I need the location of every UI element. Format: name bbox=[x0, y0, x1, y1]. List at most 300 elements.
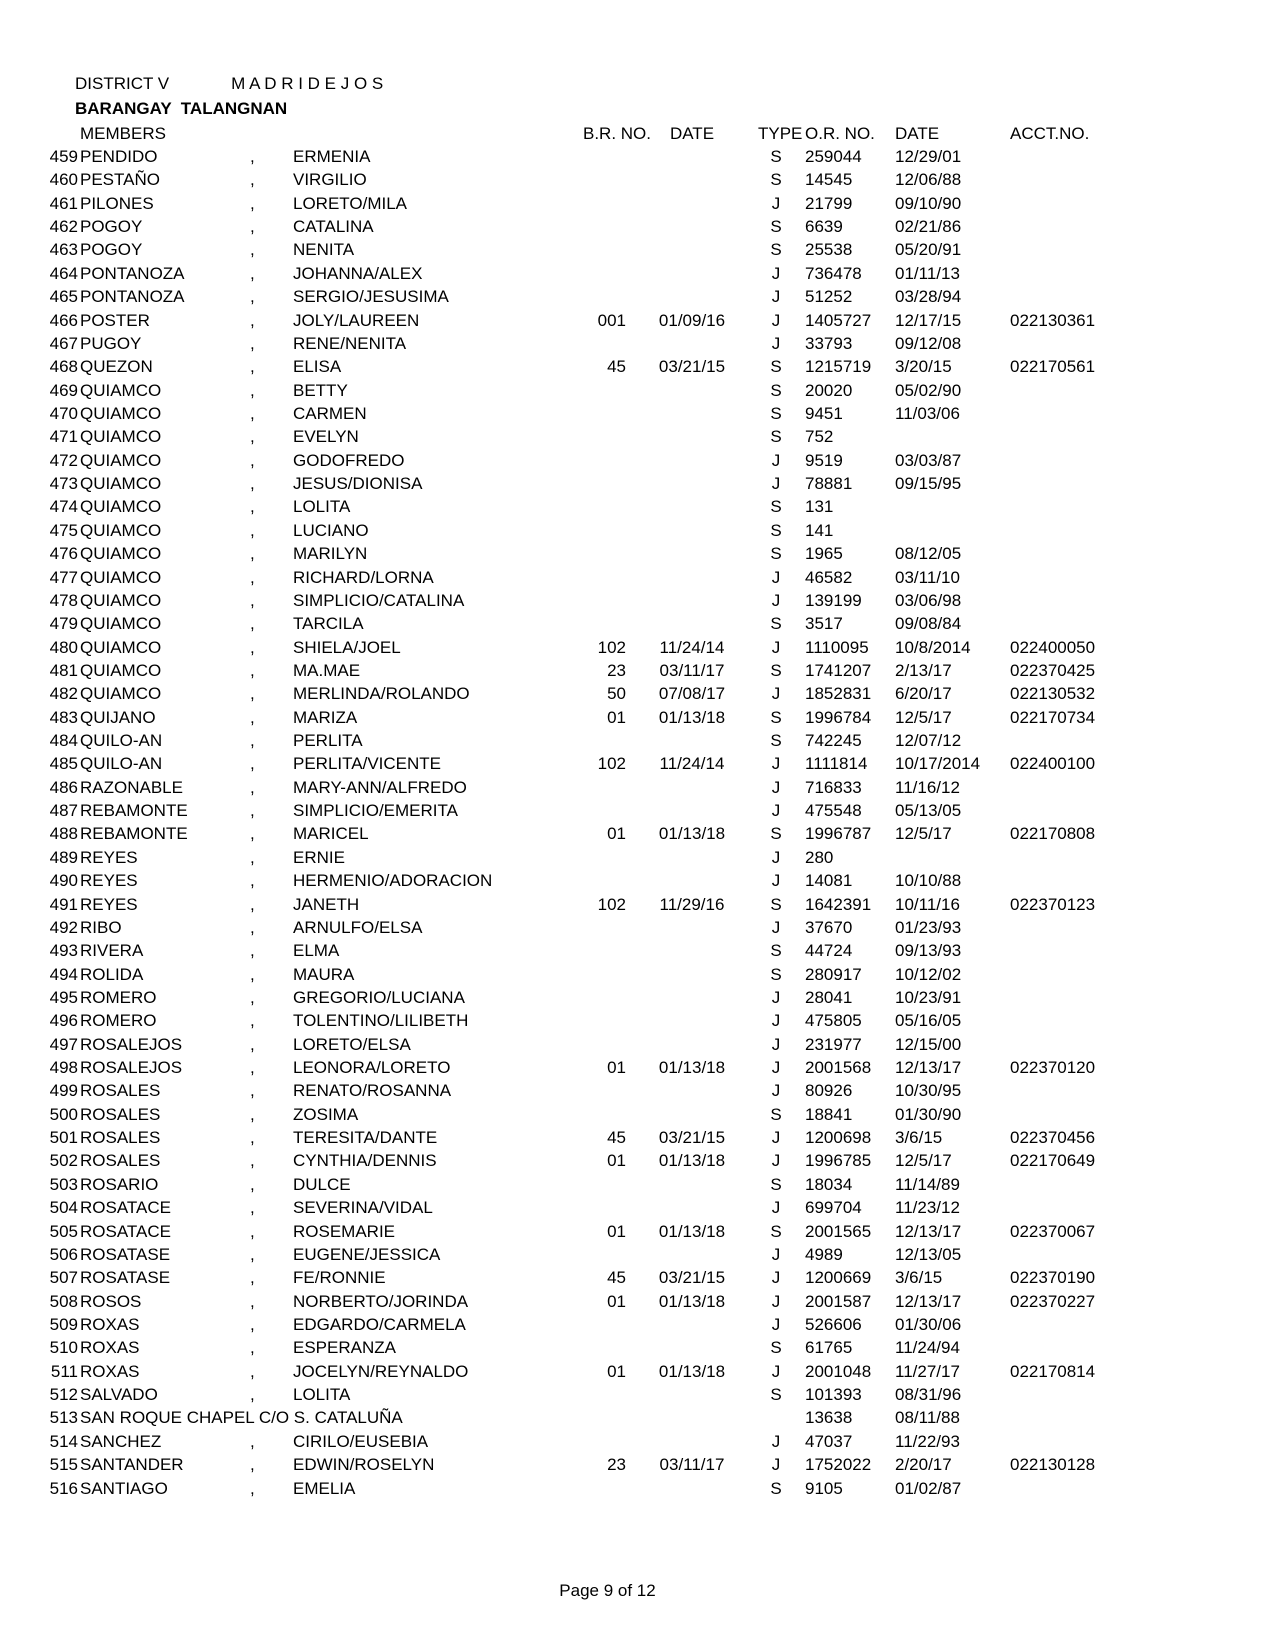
comma-separator: , bbox=[250, 871, 255, 891]
table-row bbox=[38, 729, 1113, 752]
row-number: 501 bbox=[49, 1128, 78, 1148]
br-no: 50 bbox=[607, 684, 626, 704]
surname: REYES bbox=[80, 894, 138, 914]
table-row bbox=[38, 566, 1113, 589]
table-row bbox=[38, 1267, 1113, 1290]
br-no: 45 bbox=[607, 357, 626, 377]
or-no: 280 bbox=[805, 847, 834, 867]
row-number: 500 bbox=[49, 1104, 78, 1124]
br-no: 45 bbox=[607, 1128, 626, 1148]
or-no: 9451 bbox=[805, 403, 843, 423]
surname: REYES bbox=[80, 847, 138, 867]
member-type: S bbox=[770, 240, 782, 260]
acct-no: 022370067 bbox=[1010, 1221, 1096, 1241]
table-row bbox=[38, 309, 1113, 332]
member-type: S bbox=[770, 497, 782, 517]
table-row bbox=[38, 1080, 1113, 1103]
barangay-line: BARANGAY TALANGNAN bbox=[75, 99, 288, 118]
comma-separator: , bbox=[250, 263, 255, 283]
row-number: 459 bbox=[49, 147, 78, 167]
comma-separator: , bbox=[250, 193, 255, 213]
member-type: J bbox=[771, 987, 781, 1007]
or-date: 12/5/17 bbox=[895, 707, 952, 727]
table-row bbox=[38, 472, 1113, 495]
row-number: 515 bbox=[49, 1455, 78, 1475]
given-name: NENITA bbox=[293, 240, 355, 260]
table-row bbox=[38, 1103, 1113, 1126]
or-date: 01/30/90 bbox=[895, 1104, 962, 1124]
row-number: 513 bbox=[49, 1408, 78, 1428]
given-name: ESPERANZA bbox=[293, 1338, 396, 1358]
surname: QUIAMCO bbox=[80, 567, 162, 587]
table-row bbox=[38, 169, 1113, 192]
acct-no: 022400050 bbox=[1010, 637, 1096, 657]
table-row bbox=[38, 1173, 1113, 1196]
table-row bbox=[38, 683, 1113, 706]
acct-no: 022370123 bbox=[1010, 894, 1096, 914]
or-date: 12/06/88 bbox=[895, 170, 962, 190]
comma-separator: , bbox=[250, 1338, 255, 1358]
surname: QUIAMCO bbox=[80, 497, 162, 517]
table-row bbox=[38, 1383, 1113, 1406]
given-name: NORBERTO/JORINDA bbox=[293, 1291, 469, 1311]
acct-no: 022370425 bbox=[1010, 660, 1096, 680]
member-type: S bbox=[770, 170, 782, 190]
row-number: 486 bbox=[49, 777, 78, 797]
row-number: 488 bbox=[49, 824, 78, 844]
row-number: 495 bbox=[49, 987, 78, 1007]
comma-separator: , bbox=[250, 1478, 255, 1498]
or-no: 1200669 bbox=[805, 1268, 872, 1288]
surname: ROXAS bbox=[80, 1338, 140, 1358]
or-no: 14545 bbox=[805, 170, 853, 190]
comma-separator: , bbox=[250, 847, 255, 867]
acct-no: 022170649 bbox=[1010, 1151, 1096, 1171]
table-row bbox=[38, 332, 1113, 355]
surname: RIBO bbox=[80, 917, 122, 937]
surname: QUILO-AN bbox=[80, 754, 163, 774]
given-name: PERLITA bbox=[293, 731, 363, 751]
or-date: 3/6/15 bbox=[895, 1128, 943, 1148]
or-no: 1741207 bbox=[805, 660, 872, 680]
or-date: 03/06/98 bbox=[895, 590, 962, 610]
surname: ROSATASE bbox=[80, 1268, 171, 1288]
member-type: J bbox=[771, 1455, 781, 1475]
surname: QUIAMCO bbox=[80, 427, 162, 447]
row-number: 496 bbox=[49, 1011, 78, 1031]
member-type: J bbox=[771, 917, 781, 937]
comma-separator: , bbox=[250, 1104, 255, 1124]
surname: SANCHEZ bbox=[80, 1431, 162, 1451]
surname: RAZONABLE bbox=[80, 777, 183, 797]
row-number: 511 bbox=[50, 1361, 78, 1381]
table-row bbox=[38, 1430, 1113, 1453]
given-name: EMELIA bbox=[293, 1478, 356, 1498]
br-date: 01/09/16 bbox=[658, 310, 726, 330]
row-number: 499 bbox=[49, 1081, 78, 1101]
member-type: J bbox=[771, 684, 781, 704]
row-number: 485 bbox=[49, 754, 78, 774]
table-row bbox=[38, 706, 1113, 729]
table-row bbox=[38, 1313, 1113, 1336]
given-name: CYNTHIA/DENNIS bbox=[293, 1151, 437, 1171]
or-no: 1996785 bbox=[805, 1151, 872, 1171]
or-no: 18841 bbox=[805, 1104, 853, 1124]
br-no: 01 bbox=[607, 1151, 626, 1171]
surname: RIVERA bbox=[80, 941, 144, 961]
member-type: S bbox=[770, 824, 782, 844]
given-name: LOLITA bbox=[293, 1385, 351, 1405]
table-row bbox=[38, 1337, 1113, 1360]
comma-separator: , bbox=[250, 1081, 255, 1101]
br-no: 01 bbox=[607, 824, 626, 844]
comma-separator: , bbox=[250, 684, 255, 704]
or-no: 752 bbox=[805, 427, 834, 447]
br-no: 102 bbox=[597, 754, 626, 774]
member-type: S bbox=[770, 964, 782, 984]
row-number: 475 bbox=[49, 520, 78, 540]
surname: QUIAMCO bbox=[80, 637, 162, 657]
acct-no: 022370120 bbox=[1010, 1058, 1096, 1078]
given-name: MARILYN bbox=[293, 544, 368, 564]
row-number: 502 bbox=[49, 1151, 78, 1171]
row-number: 463 bbox=[49, 240, 78, 260]
or-no: 2001587 bbox=[805, 1291, 872, 1311]
member-type: J bbox=[771, 1361, 781, 1381]
surname: SANTANDER bbox=[80, 1455, 184, 1475]
or-no: 44724 bbox=[805, 941, 853, 961]
comma-separator: , bbox=[250, 777, 255, 797]
header-or-no: O.R. NO. bbox=[805, 123, 875, 143]
acct-no: 022130532 bbox=[1010, 684, 1096, 704]
given-name: GREGORIO/LUCIANA bbox=[293, 987, 465, 1007]
surname: ROXAS bbox=[80, 1361, 140, 1381]
or-no: 21799 bbox=[805, 193, 853, 213]
surname: REBAMONTE bbox=[80, 801, 188, 821]
comma-separator: , bbox=[250, 310, 255, 330]
or-date: 11/27/17 bbox=[895, 1361, 960, 1381]
or-date: 3/20/15 bbox=[895, 357, 952, 377]
or-date: 08/11/88 bbox=[895, 1408, 960, 1428]
table-row bbox=[38, 636, 1113, 659]
surname: QUIAMCO bbox=[80, 520, 162, 540]
member-type: S bbox=[770, 941, 782, 961]
table-row bbox=[38, 145, 1113, 168]
given-name: EDGARDO/CARMELA bbox=[293, 1315, 466, 1334]
or-no: 526606 bbox=[805, 1315, 862, 1334]
table-row bbox=[38, 1220, 1113, 1243]
member-type: J bbox=[771, 1128, 781, 1148]
surname: SAN ROQUE CHAPEL C/O S. CATALUÑA bbox=[80, 1408, 403, 1428]
or-no: 1405727 bbox=[805, 310, 872, 330]
or-date: 12/29/01 bbox=[895, 147, 962, 167]
acct-no: 022400100 bbox=[1010, 754, 1096, 774]
district-line bbox=[75, 74, 383, 94]
row-number: 479 bbox=[49, 614, 78, 634]
row-number: 508 bbox=[49, 1291, 78, 1311]
or-date: 10/12/02 bbox=[895, 964, 962, 984]
given-name: GODOFREDO bbox=[293, 450, 405, 470]
or-no: 231977 bbox=[805, 1034, 862, 1054]
surname: ROSATACE bbox=[80, 1221, 171, 1241]
acct-no: 022130128 bbox=[1010, 1455, 1096, 1475]
comma-separator: , bbox=[250, 987, 255, 1007]
or-no: 475805 bbox=[805, 1011, 862, 1031]
table-row bbox=[38, 519, 1113, 542]
or-no: 1996787 bbox=[805, 824, 872, 844]
given-name: HERMENIO/ADORACION bbox=[293, 871, 493, 891]
row-number: 469 bbox=[49, 380, 78, 400]
row-number: 491 bbox=[49, 894, 78, 914]
or-date: 09/10/90 bbox=[895, 193, 962, 213]
or-no: 18034 bbox=[805, 1174, 853, 1194]
or-no: 259044 bbox=[805, 147, 862, 167]
or-no: 33793 bbox=[805, 333, 853, 353]
br-date: 03/21/15 bbox=[658, 1268, 726, 1288]
member-type: S bbox=[770, 544, 782, 564]
or-no: 1215719 bbox=[805, 357, 872, 377]
comma-separator: , bbox=[250, 497, 255, 517]
given-name: JOHANNA/ALEX bbox=[293, 263, 423, 283]
row-number: 470 bbox=[49, 403, 78, 423]
comma-separator: , bbox=[250, 1058, 255, 1078]
or-date: 12/13/17 bbox=[895, 1291, 962, 1311]
surname: ROMERO bbox=[80, 987, 157, 1007]
given-name: BETTY bbox=[293, 380, 348, 400]
row-number: 472 bbox=[49, 450, 78, 470]
br-date: 01/13/18 bbox=[658, 1361, 726, 1381]
comma-separator: , bbox=[250, 1361, 255, 1381]
or-date: 09/13/93 bbox=[895, 941, 962, 961]
member-type: J bbox=[771, 637, 781, 657]
br-date: 11/24/14 bbox=[659, 637, 725, 657]
given-name: TOLENTINO/LILIBETH bbox=[293, 1011, 469, 1031]
table-row bbox=[38, 1243, 1113, 1266]
acct-no: 022170808 bbox=[1010, 824, 1096, 844]
br-no: 102 bbox=[597, 894, 626, 914]
br-date: 01/13/18 bbox=[658, 1221, 726, 1241]
surname: QUILO-AN bbox=[80, 731, 163, 751]
member-type: S bbox=[770, 147, 782, 167]
or-no: 131 bbox=[805, 497, 834, 517]
row-number: 483 bbox=[49, 707, 78, 727]
table-row bbox=[38, 356, 1113, 379]
member-type: S bbox=[770, 660, 782, 680]
given-name: CIRILO/EUSEBIA bbox=[293, 1431, 429, 1451]
or-no: 1996784 bbox=[805, 707, 872, 727]
member-type: S bbox=[770, 380, 782, 400]
row-number: 509 bbox=[49, 1315, 78, 1334]
surname: REYES bbox=[80, 871, 138, 891]
or-date: 12/13/17 bbox=[895, 1058, 962, 1078]
table-row bbox=[38, 449, 1113, 472]
given-name: LOLITA bbox=[293, 497, 351, 517]
given-name: MARICEL bbox=[293, 824, 369, 844]
surname: ROSALEJOS bbox=[80, 1058, 183, 1078]
or-date: 03/03/87 bbox=[895, 450, 962, 470]
comma-separator: , bbox=[250, 754, 255, 774]
br-date: 01/13/18 bbox=[658, 1058, 726, 1078]
surname: ROSARIO bbox=[80, 1174, 159, 1194]
member-type: J bbox=[771, 263, 781, 283]
or-date: 11/24/94 bbox=[895, 1338, 960, 1358]
surname: PUGOY bbox=[80, 333, 142, 353]
table-row bbox=[38, 286, 1113, 309]
comma-separator: , bbox=[250, 731, 255, 751]
member-type: J bbox=[771, 1151, 781, 1171]
row-number: 460 bbox=[49, 170, 78, 190]
given-name: ROSEMARIE bbox=[293, 1221, 396, 1241]
comma-separator: , bbox=[250, 1291, 255, 1311]
or-no: 14081 bbox=[805, 871, 853, 891]
table-row bbox=[38, 239, 1113, 262]
acct-no: 022370456 bbox=[1010, 1128, 1096, 1148]
member-type: J bbox=[771, 333, 781, 353]
given-name: LORETO/MILA bbox=[293, 193, 407, 213]
row-number: 462 bbox=[49, 217, 78, 237]
member-type: S bbox=[770, 614, 782, 634]
table-row bbox=[38, 940, 1113, 963]
br-no: 01 bbox=[607, 1291, 626, 1311]
given-name: MERLINDA/ROLANDO bbox=[293, 684, 470, 704]
row-number: 478 bbox=[49, 590, 78, 610]
row-number: 503 bbox=[49, 1174, 78, 1194]
or-no: 13638 bbox=[805, 1408, 853, 1428]
surname: QUIAMCO bbox=[80, 380, 162, 400]
given-name: SHIELA/JOEL bbox=[293, 637, 401, 657]
surname: QUIAMCO bbox=[80, 544, 162, 564]
row-number: 506 bbox=[49, 1244, 78, 1264]
row-number: 461 bbox=[49, 193, 78, 213]
given-name: ZOSIMA bbox=[293, 1104, 359, 1124]
br-no: 01 bbox=[607, 1221, 626, 1241]
header-or-date: DATE bbox=[895, 123, 940, 143]
table-row bbox=[38, 1360, 1113, 1383]
surname: ROSALES bbox=[80, 1104, 161, 1124]
row-number: 487 bbox=[49, 801, 78, 821]
surname: QUIJANO bbox=[80, 707, 156, 727]
comma-separator: , bbox=[250, 1151, 255, 1171]
row-number: 484 bbox=[49, 731, 78, 751]
or-date: 10/23/91 bbox=[895, 987, 962, 1007]
comma-separator: , bbox=[250, 824, 255, 844]
members-table bbox=[38, 122, 1113, 1500]
or-no: 699704 bbox=[805, 1198, 862, 1218]
given-name: ELISA bbox=[293, 357, 342, 377]
surname: ROSOS bbox=[80, 1291, 142, 1311]
acct-no: 022130361 bbox=[1010, 310, 1096, 330]
surname: SANTIAGO bbox=[80, 1478, 168, 1498]
or-date: 12/15/00 bbox=[895, 1034, 962, 1054]
table-row bbox=[38, 823, 1113, 846]
member-type: J bbox=[771, 590, 781, 610]
or-no: 475548 bbox=[805, 801, 862, 821]
table-row bbox=[38, 1407, 1113, 1430]
or-no: 1200698 bbox=[805, 1128, 872, 1148]
or-no: 1111814 bbox=[805, 754, 868, 774]
or-no: 1110095 bbox=[805, 637, 869, 657]
given-name: SIMPLICIO/CATALINA bbox=[293, 590, 465, 610]
given-name: DULCE bbox=[293, 1174, 351, 1194]
member-type: J bbox=[771, 1291, 781, 1311]
br-no: 45 bbox=[607, 1268, 626, 1288]
or-no: 78881 bbox=[805, 474, 853, 494]
comma-separator: , bbox=[250, 427, 255, 447]
br-no: 23 bbox=[607, 1455, 626, 1475]
table-row bbox=[38, 215, 1113, 238]
given-name: JOLY/LAUREEN bbox=[293, 310, 420, 330]
surname: ROSALES bbox=[80, 1128, 161, 1148]
comma-separator: , bbox=[250, 637, 255, 657]
given-name: ERMENIA bbox=[293, 147, 371, 167]
br-no: 01 bbox=[607, 1058, 626, 1078]
table-row bbox=[38, 1056, 1113, 1079]
comma-separator: , bbox=[250, 1034, 255, 1054]
or-no: 139199 bbox=[805, 590, 862, 610]
comma-separator: , bbox=[250, 614, 255, 634]
or-date: 01/11/13 bbox=[895, 263, 960, 283]
given-name: RENE/NENITA bbox=[293, 333, 407, 353]
or-date: 2/20/17 bbox=[895, 1455, 952, 1475]
table-row bbox=[38, 893, 1113, 916]
table-row bbox=[38, 1010, 1113, 1033]
acct-no: 022170734 bbox=[1010, 707, 1096, 727]
table-header-row bbox=[38, 122, 1113, 145]
member-type: S bbox=[770, 707, 782, 727]
member-type: J bbox=[771, 310, 781, 330]
header-type: TYPE bbox=[758, 123, 803, 143]
table-row bbox=[38, 262, 1113, 285]
row-number: 465 bbox=[49, 287, 78, 307]
or-no: 6639 bbox=[805, 217, 843, 237]
surname: POGOY bbox=[80, 240, 143, 260]
given-name: ERNIE bbox=[293, 847, 345, 867]
table-row bbox=[38, 1453, 1113, 1476]
member-type: S bbox=[770, 427, 782, 447]
row-number: 474 bbox=[49, 497, 78, 517]
or-date: 10/8/2014 bbox=[895, 637, 971, 657]
or-no: 1965 bbox=[805, 544, 843, 564]
row-number: 476 bbox=[49, 544, 78, 564]
or-date: 10/10/88 bbox=[895, 871, 962, 891]
given-name: MA.MAE bbox=[293, 660, 361, 680]
br-date: 03/11/17 bbox=[659, 660, 725, 680]
or-date: 6/20/17 bbox=[895, 684, 952, 704]
given-name: MARY-ANN/ALFREDO bbox=[293, 777, 467, 797]
given-name: MARIZA bbox=[293, 707, 358, 727]
surname: QUIAMCO bbox=[80, 474, 162, 494]
row-number: 497 bbox=[49, 1034, 78, 1054]
surname: QUIAMCO bbox=[80, 614, 162, 634]
row-number: 505 bbox=[49, 1221, 78, 1241]
or-no: 4989 bbox=[805, 1244, 843, 1264]
or-date: 03/28/94 bbox=[895, 287, 962, 307]
given-name: SERGIO/JESUSIMA bbox=[293, 287, 449, 307]
or-no: 46582 bbox=[805, 567, 853, 587]
table-row bbox=[38, 846, 1113, 869]
br-date: 11/29/16 bbox=[659, 894, 725, 914]
surname: QUIAMCO bbox=[80, 403, 162, 423]
surname: PESTAÑO bbox=[80, 170, 160, 190]
br-no: 23 bbox=[607, 660, 626, 680]
surname: ROSATASE bbox=[80, 1244, 171, 1264]
member-type: J bbox=[771, 777, 781, 797]
br-no: 01 bbox=[607, 707, 626, 727]
comma-separator: , bbox=[250, 1315, 255, 1334]
br-date: 07/08/17 bbox=[658, 684, 726, 704]
comma-separator: , bbox=[250, 357, 255, 377]
surname: ROSALES bbox=[80, 1151, 161, 1171]
